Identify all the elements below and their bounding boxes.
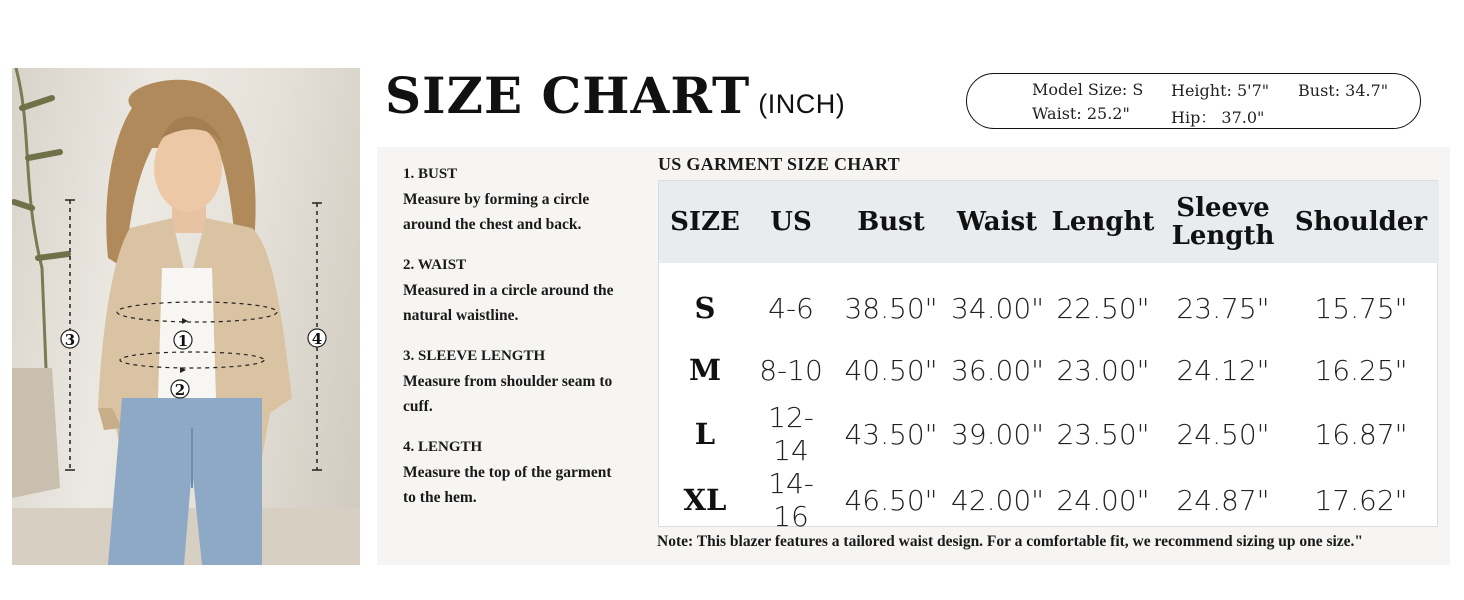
model-height: Height: 5'7" — [1171, 81, 1270, 100]
table-cell: 40.50" — [844, 353, 938, 387]
marker-4: 4 — [311, 330, 323, 348]
guide-sleeve-length — [403, 344, 648, 419]
table-cell: 24.12" — [1176, 353, 1270, 387]
guide-bust — [403, 162, 648, 237]
table-cell: 23.75" — [1176, 291, 1270, 325]
column-header: US — [751, 181, 831, 263]
guide-waist — [403, 253, 648, 328]
table-cell: 42.00" — [951, 483, 1045, 517]
guide-text: natural waistline. — [403, 307, 519, 324]
guide-heading: 3. SLEEVE LENGTH — [403, 348, 546, 364]
table-cell: 4-6 — [768, 291, 814, 325]
column-header: Shoulder — [1283, 181, 1439, 263]
table-cell: 12-14 — [768, 401, 814, 467]
guide-text: to the hem. — [403, 489, 477, 506]
sizing-note: Note: This blazer features a tailored waist design. For a comfortable fit, we recommend sizing up one size." — [657, 533, 1364, 550]
title-unit: (INCH) — [758, 89, 846, 119]
model-size: Model Size: S — [1032, 80, 1144, 99]
table-cell: 39.00" — [951, 417, 1045, 451]
guide-length — [403, 435, 648, 510]
table-row — [659, 401, 1439, 467]
marker-2: 2 — [174, 381, 186, 399]
guide-heading: 4. LENGTH — [403, 439, 483, 455]
marker-3: 3 — [64, 331, 76, 349]
table-cell: 34.00" — [951, 291, 1045, 325]
model-photo — [12, 68, 360, 565]
table-cell: 14-16 — [768, 467, 814, 533]
guide-heading: 1. BUST — [403, 166, 458, 182]
column-header: Bust — [831, 181, 951, 263]
guide-text: Measure the top of the garment — [403, 464, 612, 481]
table-cell: 17.62" — [1314, 483, 1408, 517]
table-cell: 43.50" — [844, 417, 938, 451]
table-cell: 22.50" — [1056, 291, 1150, 325]
model-illustration — [12, 68, 360, 565]
table-row — [659, 339, 1439, 401]
column-header: Lenght — [1043, 181, 1163, 263]
model-hip: Hip： 37.0" — [1171, 108, 1265, 127]
size-cell: XL — [683, 483, 727, 517]
table-cell: 24.00" — [1056, 483, 1150, 517]
model-bust: Bust: 34.7" — [1298, 81, 1389, 100]
table-cell: 15.75" — [1314, 291, 1408, 325]
model-info-box — [966, 73, 1421, 129]
table-title: US GARMENT SIZE CHART — [658, 154, 900, 174]
table-cell: 46.50" — [844, 483, 938, 517]
table-cell: 16.87" — [1314, 417, 1408, 451]
table-cell: 36.00" — [951, 353, 1045, 387]
column-header: Waist — [951, 181, 1043, 263]
table-row — [659, 263, 1439, 339]
size-cell: S — [694, 291, 716, 325]
column-header: Sleeve Length — [1163, 181, 1283, 263]
measurement-guide — [403, 162, 648, 526]
model-waist: Waist: 25.2" — [1032, 104, 1130, 123]
marker-1: 1 — [177, 332, 189, 350]
table-cell: 23.50" — [1056, 417, 1150, 451]
size-table — [658, 180, 1438, 533]
table-cell: 38.50" — [844, 291, 938, 325]
guide-text: Measure from shoulder seam to — [403, 373, 613, 390]
guide-text: around the chest and back. — [403, 216, 582, 233]
page-title — [385, 66, 845, 134]
table-cell: 8-10 — [759, 353, 823, 387]
column-header: SIZE — [659, 181, 751, 263]
guide-text: Measure by forming a circle — [403, 191, 590, 208]
table-cell: 24.50" — [1176, 417, 1270, 451]
table-row — [659, 467, 1439, 533]
size-cell: M — [688, 353, 722, 387]
table-cell: 24.87" — [1176, 483, 1270, 517]
guide-text: Measured in a circle around the — [403, 282, 614, 299]
table-cell: 23.00" — [1056, 353, 1150, 387]
title-text: SIZE CHART — [385, 66, 751, 125]
table-header-row — [659, 181, 1439, 263]
table-cell: 16.25" — [1314, 353, 1408, 387]
guide-text: cuff. — [403, 398, 433, 415]
size-cell: L — [694, 417, 716, 451]
guide-heading: 2. WAIST — [403, 257, 467, 273]
